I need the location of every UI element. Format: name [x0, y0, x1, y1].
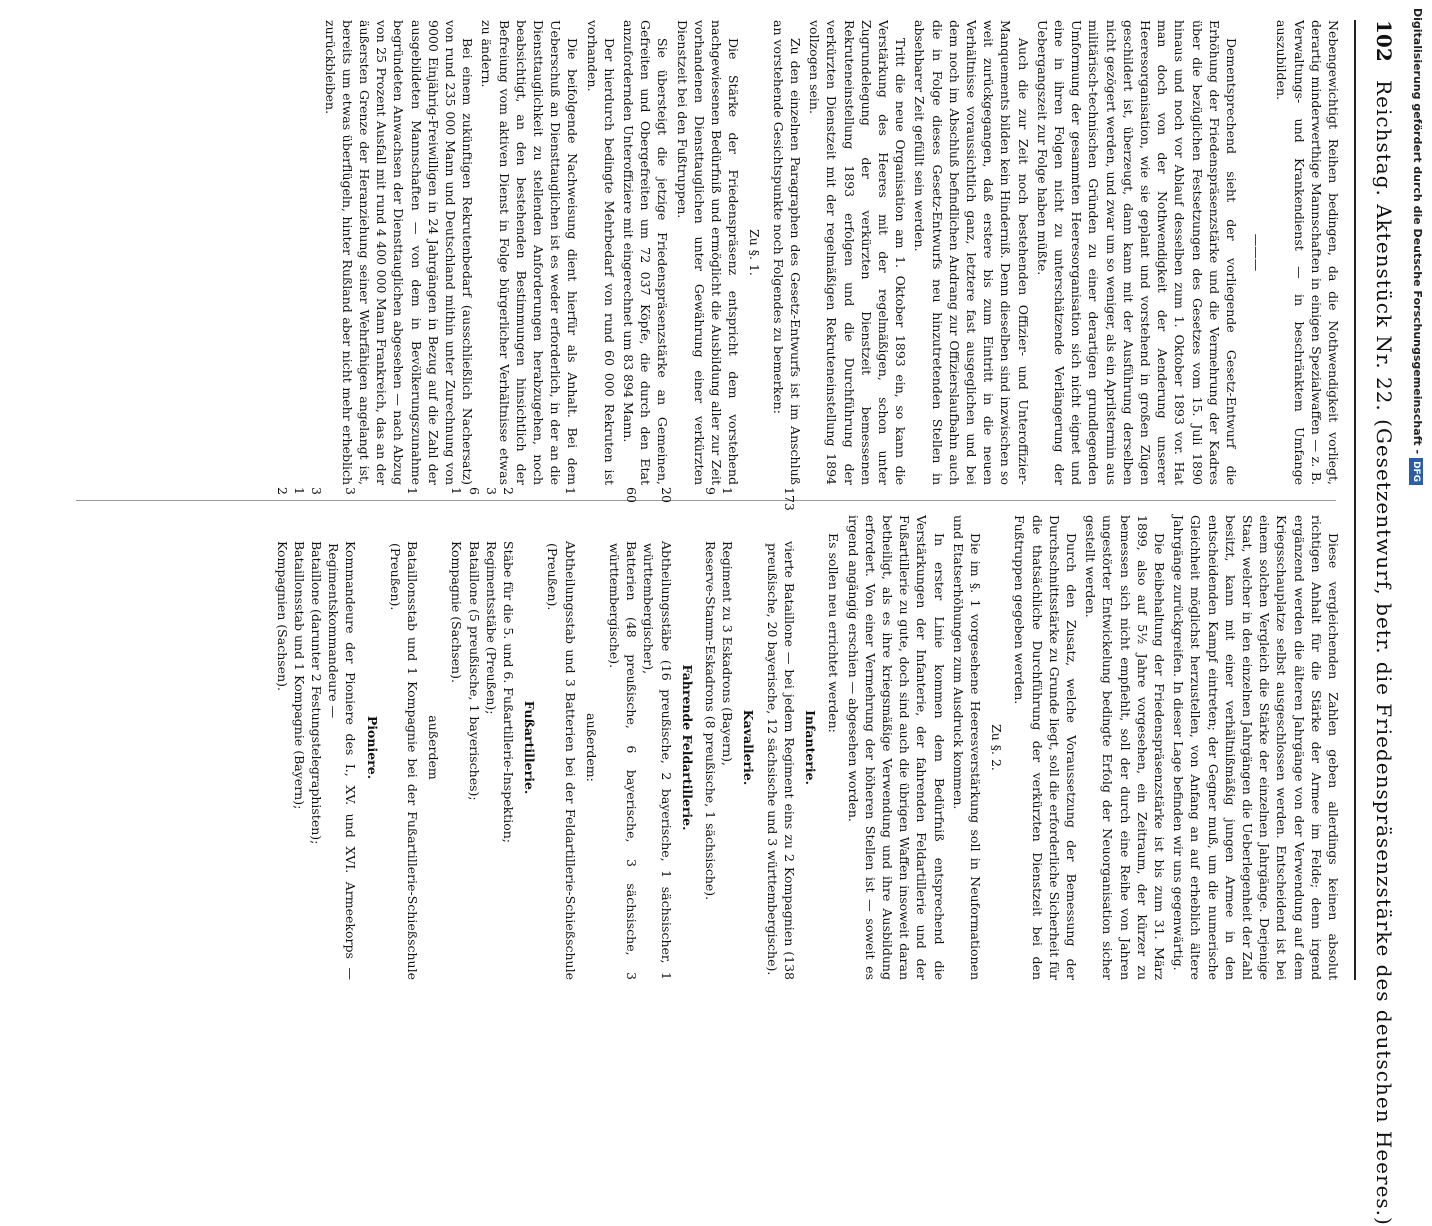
paragraph: Durch den Zusatz, welche Voraussetzung der Bemessung der Durchschnittsstärke zu Grunde liegt, soll die erforderliche Sicherheit für die thatsächliche Durchführung der verkürzten Dienstzeit bei den Fußtruppen gegeben werden. [1012, 515, 1079, 980]
heading-pioneers: Pioniere. [364, 715, 380, 780]
item-text: Bataillonsstab und 1 Kompagnie bei der Fußartillerie-Schießschule (Preußen). [387, 541, 421, 980]
heading-foot-artillery: Fußartillerie. [522, 700, 538, 795]
paragraph: Die im §. 1 vorgesehene Heeresverstärkung soll in Neuformationen und Etatserhöhungen zum Ausdruck kommen. [950, 515, 983, 980]
heading-field-artillery: Fahrende Feldartillerie. [679, 664, 695, 831]
item-text: Bataillone (5 preußische, 1 bayerisches); [466, 541, 482, 801]
list-item [483, 487, 500, 980]
list-item [500, 487, 517, 980]
item-text: vierte Bataillone — bei jedem Regiment eins zu 2 Kompagnien (138 preußische, 20 bayerische, 12 sächsische und 3 württembergische). [764, 541, 797, 980]
left-column [72, 20, 1342, 485]
heading-infantry: Infanterie. [803, 710, 819, 785]
item-text: Abtheilungsstäbe (16 preußische, 2 bayerische, 1 sächsischer, 1 württembergischer), [641, 541, 674, 980]
list-item [465, 487, 482, 980]
addition-label: außerdem [426, 715, 442, 780]
section-heading: Zu §. 1. [747, 229, 763, 276]
item-count: 1 [720, 487, 736, 495]
paragraph: Der hierdurch bedingte Mehrbedarf von rund 60 000 Rekruten ist vorhanden. [584, 20, 617, 485]
item-text: Kommandeure der Pioniere des I., XV. und XVI. Armeekorps — Regimentskommandeure — [326, 541, 359, 980]
item-text: Kompagnien (Sachsen). [274, 541, 290, 691]
page-header [1354, 20, 1396, 1226]
item-text: Abtheilungsstab und 3 Batterien bei der Feldartillerie-Schießschule (Preußen). [545, 541, 578, 980]
list-item [606, 487, 640, 980]
list-item [387, 487, 421, 980]
page-number: 102 [1372, 20, 1396, 62]
addition-label: außerdem: [583, 713, 599, 782]
section-heading: Zu §. 2. [989, 724, 1005, 771]
item-count: 173 [781, 487, 797, 511]
paragraph: Zu den einzelnen Paragraphen des Gesetz-Entwurfs ist im Anschluß an vorstehende Gesichtspunkte noch Folgendes zu bemerken: [770, 20, 803, 485]
list-item [702, 487, 719, 980]
paragraph: Dementsprechend sieht der vorliegende Gesetz-Entwurf die Erhöhung der Friedenspräsenzstärke und die Vermehrung der Kadres über die bezüglichen Festsetzungen des Gesetzes vom 15. Juli 1890 hinaus und noch vor Ablauf desselben zum 1. Oktober 1893 vor. Hat man doch von der Nothwendigkeit der Aenderung unserer Heeresorganisation, wie sie geplant und vorstehend in großen Zügen geschildert ist, überzeugt, dann kann mit der Ausführung derselben nicht gezögert werden, und zwar um so weniger, als ein Aprilstermin aus militärisch-technischen Gründen zu einer derartigen grundlegenden Umformung der gesammten Heeresorganisation sich nicht eignet und eine in ihren Folgen nicht zu unterschätzende Verlängerung der Uebergangszeit zur Folge haben müßte. [1034, 20, 1239, 485]
list-item [273, 487, 290, 980]
list-item [325, 487, 359, 980]
item-text: Regiment zu 3 Eskadrons (Bayern), [720, 541, 736, 766]
dfg-logo: DFG [1409, 458, 1423, 485]
right-column [72, 487, 1342, 980]
item-count: 1 [449, 487, 465, 495]
item-count: 1 [291, 487, 307, 495]
paragraph: Die Stärke der Friedenspräsenz entspricht dem vorstehend nachgewiesenen Bedürfniß und ermöglicht die Ausbildung aller zur Zeit vorhandenen Diensttauglichen unter Gewährung einer verkürzten Dienstzeit bei den Fußtruppen. [674, 20, 742, 485]
paragraph: Diese vergleichenden Zahlen geben allerdings keinen absolut richtigen Anhalt für die Stärke der Armee im Felde; denn irgend ergänzend werden die älteren Jahrgänge von der Verwendung auf dem Kriegsschauplatze selbst ausgeschlossen werden. Entscheidend ist bei einem solchen Vergleich die Stärke der einzelnen Jahrgänge. Derjenige Staat, welcher in den einzelnen Jahrgängen die Ueberlegenheit der Zahl besitzt, kann mit einer verhältnißmäßig jungen Armee in den entscheidenden Kampf eintreten; der Gegner muß, um die numerische Gleichheit möglichst herzustellen, von Anfang an auf erheblich ältere Jahrgänge zurückgreifen. In dieser Lage befinden wir uns gegenwärtig. [1171, 515, 1341, 980]
item-count: 2 [274, 487, 290, 495]
list-item [640, 487, 674, 980]
paragraph: Die Beibehaltung der Friedenspräsenzstärke ist bis zum 31. März 1899, also auf 5½ Jahre vorgesehen, ein Zeitraum, der kürzer zu bemessen sich nicht empfiehlt, soll der durch eine Reihe von Jahren ungestörter Entwickelung bedingte Erfolg der Neuorganisation sicher gestellt werden. [1083, 515, 1167, 980]
paragraph: Bei einem zukünftigen Rekrutenbedarf (ausschließlich Nachersatz) von rund 235 000 Mann und Deutschland mithin unter Zurechnung von 9000 Einjährig-Freiwilligen in 24 Jahrgängen in Bezug auf die Zahl der ausgebildeten Mannschaften — von dem in Bevölkerungszunahme begründeten Anwachsen der Diensttauglichen abgesehen — nach Abzug von 25 Prozent Ausfall mit rund 4 400 000 Mann Frankreich, das an der äußersten Grenze der Heranziehung seiner Wehrfähigen angelangt ist, bereits um etwas überflügeln, hinter Rußland aber nicht mehr erheblich zurückbleiben. [322, 20, 476, 485]
paragraph: Nebengewichtigt Reihen bedingen, da die Nothwendigkeit vorliegt, derartig minderwerthige Mannschaften in einigen Spezialwaffen — z. B. Verwaltungs- und Krankendienst — in beschränktem Umfange auszubilden. [1274, 20, 1341, 485]
paragraph: In erster Linie kommen dem Bedürfniß entsprechend die Verstärkungen der Infanterie, der fahrenden Feldartillerie und der Fußartillerie zu gute, doch sind auch die übrigen Waffen insoweit daran betheiligt, als es ihre kriegsmäßige Verwendung und ihre Ausbildung erfordert. Von einer Vermehrung der höheren Stellen ist — soweit es irgend angängig erschien — abgesehen worden. [845, 515, 947, 980]
paragraph: Auch die zur Zeit noch bestehenden Offizier- und Unteroffizier-Manquements bilden kein Hinderniß. Denn dieselben sind inzwischen so weit zurückgegangen, daß erstere bis zum Eintritt in die neuen Verhältnisse voraussichtlich ganz, letztere fast ausgeglichen und bei dem noch im Abschluß befindlichen Andrang zur Offizierslaufbahn auch die in Folge dieses Gesetz-Entwurfs neu hinzutretenden Stellen in absehbarer Zeit gefüllt sein werden. [912, 20, 1031, 485]
item-text: Regimentsstäbe (Preußen); [483, 541, 499, 715]
list-item [308, 487, 325, 980]
digitization-sidebar [1406, 8, 1428, 992]
item-text: Bataillone (darunter 2 Festungstelegraphisten); [309, 541, 325, 845]
item-count: 3 [309, 487, 325, 495]
item-count: 3 [343, 487, 359, 495]
item-count: 1 [562, 487, 578, 495]
item-count: 20 [658, 487, 674, 503]
item-count: 1 [405, 487, 421, 495]
digitization-note: Digitalisierung gefördert durch die Deutsche Forschungsgemeinschaft - [1411, 8, 1424, 455]
item-text: Reserve-Stamm-Eskadrons (8 preußische, 1 sächsische). [703, 541, 719, 901]
paragraph: Sie übersteigt die jetzige Friedenspräsenzstärke an Gemeinen, Gefreiten und Obergefreiten um 72 037 Köpfe, die durch den Etat anzufordernden Unteroffiziere mit eingerechnet um 83 894 Mann. [621, 20, 671, 485]
item-text: Batterien (48 preußische, 6 bayerische, 3 sächsische, 3 württembergische). [607, 541, 640, 980]
sidebar-text [1406, 8, 1428, 992]
item-text: Bataillonsstab und 1 Kompagnie (Bayern); [291, 541, 307, 810]
list-item [291, 487, 308, 980]
item-count: 60 [624, 487, 640, 503]
paragraph: Es sollen neu errichtet werden: [826, 533, 842, 733]
item-text: Stäbe für die 5. und 6. Fußartillerie-Inspektion; [501, 541, 517, 843]
item-count: 3 [483, 487, 499, 495]
page-content [66, 20, 1396, 1226]
heading-cavalry: Kavallerie. [741, 709, 757, 786]
list-item [448, 487, 465, 980]
list-item [719, 487, 736, 980]
list-item [544, 487, 578, 980]
item-count: 6 [466, 487, 482, 495]
item-text: Kompagnie (Sachsen). [449, 541, 465, 683]
column-divider [76, 500, 1336, 501]
paragraph: Tritt die neue Organisation am 1. Oktober 1893 ein, so kann die Verstärkung des Heeres mit der regelmäßigen, schon unter Zugrundelegung der verkürzten Dienstzeit bemessenen Rekruteneinstellung 1893 erfolgen und die Durchführung der verkürzten Dienstzeit mit der regelmäßigen Rekruteneinstellung 1894 vollzogen sein. [807, 20, 909, 485]
item-count: 2 [501, 487, 517, 495]
running-title: Reichstag. Aktenstück Nr. 22. (Gesetzentwurf, betr. die Friedenspräsenzstärke des deutschen Heeres.) [1372, 80, 1396, 1226]
paragraph: Die beifolgende Nachweisung dient hierfür als Anhalt. Bei dem Ueberschuß an Diensttauglichen ist es weder erforderlich, in der an die Diensttauglichkeit zu stellenden Anforderungen herabzugehen, noch beabsichtigt, an den bestehenden Bestimmungen hinsichtlich der Befreiung vom aktiven Dienst in Folge bürgerlicher Verhältnisse etwas zu ändern. [479, 20, 581, 485]
separator: ——— [1249, 233, 1265, 272]
list-item [764, 487, 798, 980]
item-count: 9 [703, 487, 719, 495]
